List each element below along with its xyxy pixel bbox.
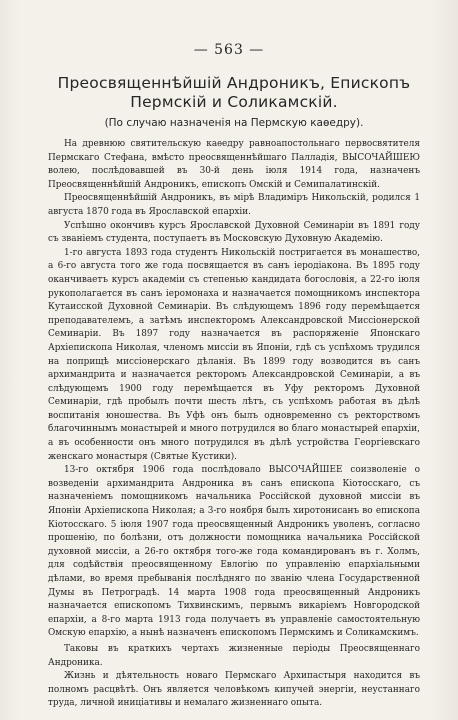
paragraph: На древнюю святительскую каѳедру равноапостольнаго первосвятителя Пермскаго Стефана, вмѣсто преосвященнѣйшаго Палладія, ВЫСОЧАЙШЕЮ волею, послѣдовавшей въ 30-й день іюля 1914 года, назначенъ Преосвященнѣйшій Андроникъ, епископъ Омскій и Семипалатинскій. (48, 139, 420, 190)
article-body (48, 138, 420, 711)
paragraph: Успѣшно окончивъ курсъ Ярославской Духовной Семинаріи въ 1891 году съ званіемъ студента, поступаетъ въ Московскую Духовную Академію. (48, 220, 420, 245)
paragraph: Жизнь и дѣятельность новаго Пермскаго Архипастыря находится въ полномъ расцвѣтѣ. Онъ является человѣкомъ кипучей энергіи, неустаннаго труда, личной иниціативы и немалаго жизненнаго опыта. (48, 671, 420, 709)
article-title: Преосвященнѣйшій Андроникъ, Епископъ Пермскій и Соликамскій. (57, 74, 411, 111)
paragraph: Таковы въ краткихъ чертахъ жизненные періоды Преосвященнаго Андроника. (48, 643, 420, 668)
paragraph: Преосвященнѣйшій Андроникъ, въ мірѣ Владиміръ Никольскій, родился 1 августа 1870 года въ Ярославской епархіи. (48, 193, 420, 217)
paragraph: 1-го августа 1893 года студентъ Никольскій постригается въ монашество, а 6-го августа того же года посвящается въ санъ іеродіакона. Въ 1895 году оканчиваетъ курсъ академіи съ степенью кандидата богословія, а 22-го іюля рукополагается въ санъ іеромонаха и назначается помощникомъ инспектора Кутаисской Духовной Семинаріи. Въ слѣдующемъ 1896 году перемѣщается преподавателемъ, а затѣмъ инспекторомъ Александровской Миссіонерской Семинаріи. Въ 1897 году назначается въ распоряженіе Японскаго Архіепископа Николая, членомъ миссіи въ Японіи, гдѣ съ успѣхомъ трудился на поприщѣ миссіонерскаго дѣланія. Въ 1899 году возводится въ санъ архимандрита и назначается ректоромъ Александровской Семинаріи, а въ слѣдующемъ 1900 году перемѣщается въ Уфу ректоромъ Духовной Семинаріи, гдѣ пробылъ почти шесть лѣтъ, съ успѣхомъ работая въ дѣлѣ воспитанія юношества. Въ Уфѣ онъ былъ одновременно съ ректорствомъ благочиннымъ монастырей и много потрудился во благо монастырей епархіи, а въ особенности онъ много потрудился въ дѣлѣ устройства Георгіевскаго женскаго монастыря (Святые Кустики). (48, 247, 420, 462)
article-subtitle: (По случаю назначенія на Пермскую каѳедру). (104, 117, 364, 129)
page-number: — 563 — (193, 42, 265, 58)
paragraph: 13-го октября 1906 года послѣдовало ВЫСОЧАЙШЕЕ соизволеніе о возведеніи архимандрита Андроника въ санъ епископа Кіотосскаго, съ назначеніемъ помощникомъ начальника Россійской духовной миссіи въ Японіи Архіепископа Николая; а 3-го ноября былъ хиротонисанъ во епископа Кіотосскаго. 5 іюля 1907 года преосвященный Андроникъ уволенъ, согласно прошенію, по болѣзни, отъ должности помощника начальника Россійской духовной миссіи, а 26-го октября того-же года командированъ въ г. Холмъ, для содѣйствія преосвященному Евлогію по управленію епархіальными дѣлами, во время пребыванія послѣдняго по званію члена Государственной Думы въ Петроградѣ. 14 марта 1908 года преосвященный Андроникъ назначается епископомъ Тихвинскимъ, первымъ викаріемъ Новгородской епархіи, а 8-го марта 1913 года получаетъ въ управленіе самостоятельную Омскую епархію, а нынѣ назначенъ епископомъ Пермскимъ и Соликамскимъ. (48, 465, 420, 639)
